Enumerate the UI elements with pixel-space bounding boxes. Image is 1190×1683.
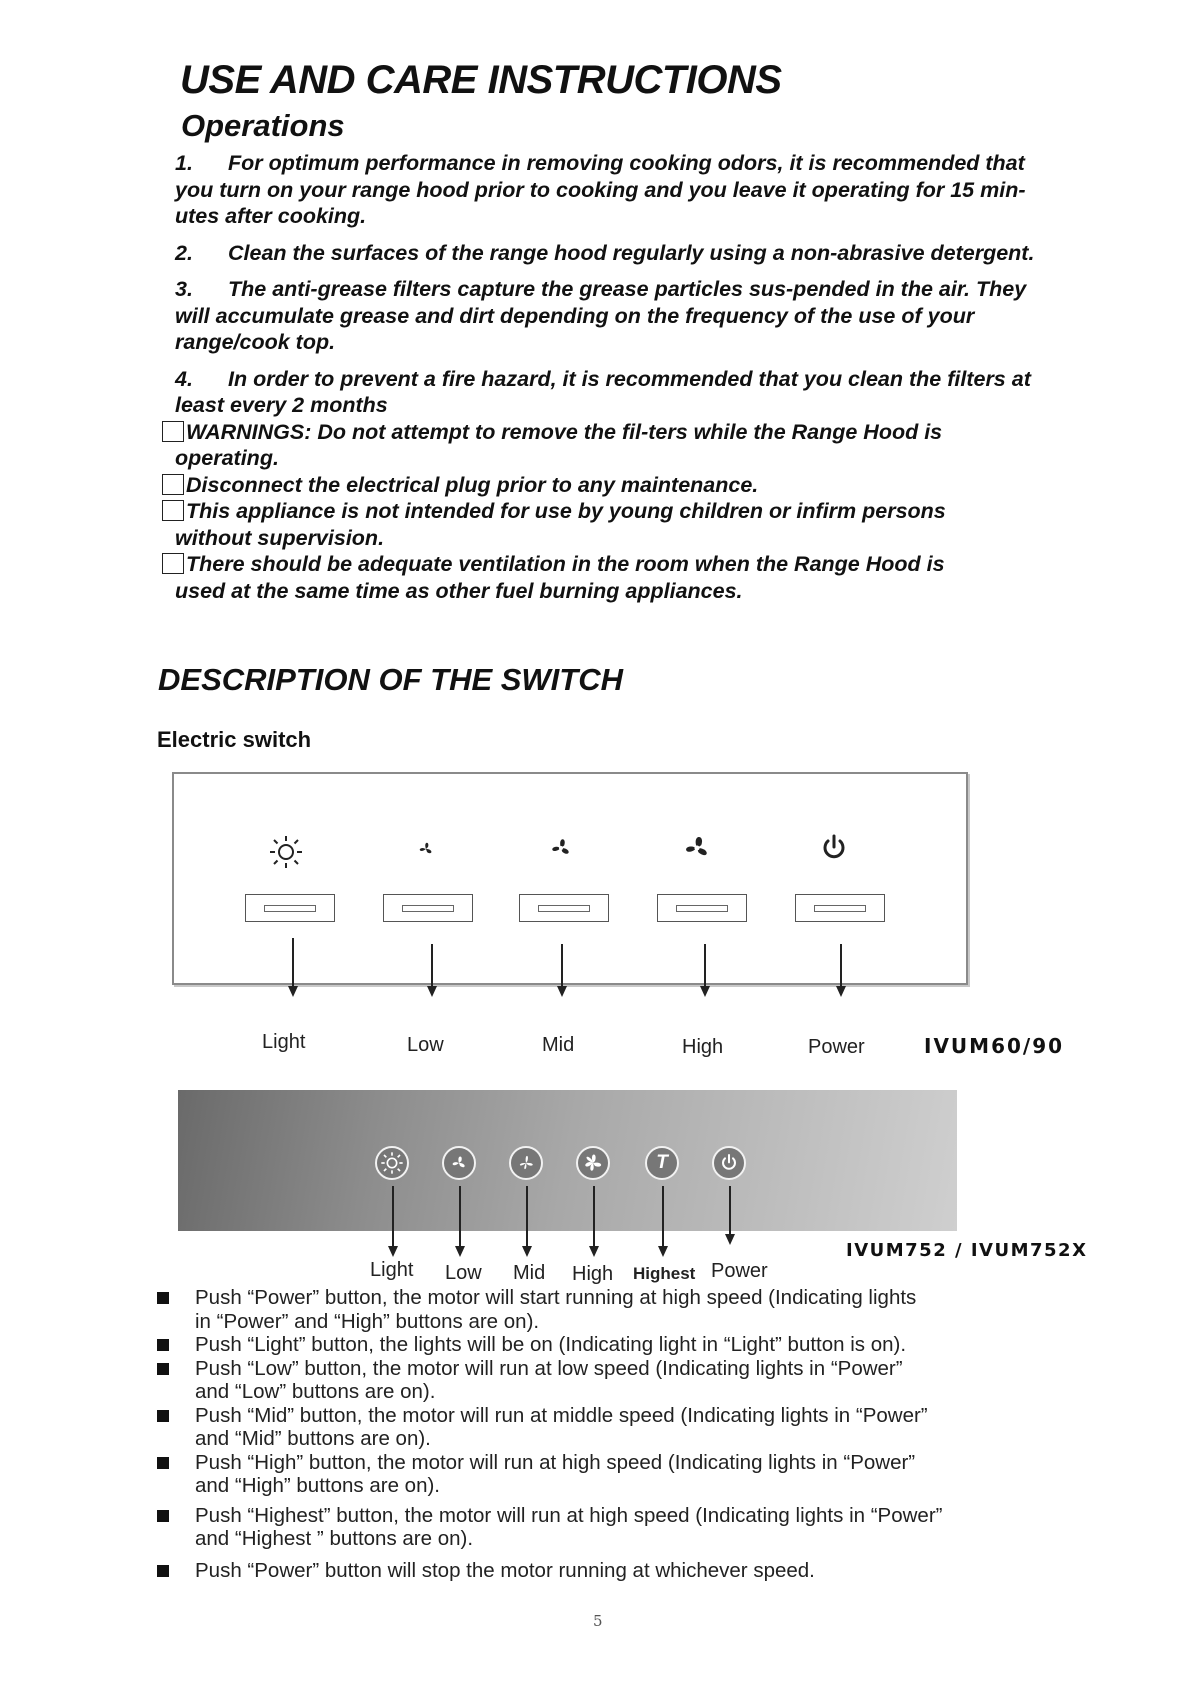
mid-label: Mid bbox=[542, 1034, 575, 1056]
power-switch-button[interactable] bbox=[795, 894, 885, 922]
low-label: Low bbox=[445, 1262, 482, 1284]
power-label: Power bbox=[711, 1260, 768, 1282]
touch-light-button[interactable] bbox=[375, 1146, 409, 1180]
warning-item: This appliance is not intended for use by young children or infirm persons without supervision. bbox=[152, 498, 1035, 551]
high-label: High bbox=[572, 1263, 614, 1285]
touch-highest-button[interactable] bbox=[645, 1146, 679, 1180]
warning-item: There should be adequate ventilation in the room when the Range Hood is used at the same time as other fuel burning appliances. bbox=[152, 551, 1035, 604]
power-icon bbox=[814, 833, 854, 873]
mid-switch-button[interactable] bbox=[519, 894, 609, 922]
touch-high-button[interactable] bbox=[576, 1146, 610, 1180]
arrow-line bbox=[526, 1186, 528, 1248]
fan-high-icon bbox=[677, 831, 717, 871]
arrow-head bbox=[658, 1246, 668, 1257]
arrow-line bbox=[561, 944, 563, 988]
list-item: Push “Low” button, the motor will run at low speed (Indicating lights in “Power” and “Low” buttons are on). bbox=[157, 1357, 1037, 1404]
turbo-icon: T bbox=[656, 1152, 668, 1173]
high-switch-button[interactable] bbox=[657, 894, 747, 922]
arrow-line bbox=[729, 1186, 731, 1236]
arrow-head bbox=[557, 986, 567, 997]
light-label: Light bbox=[370, 1259, 414, 1281]
mid-label: Mid bbox=[513, 1262, 546, 1284]
arrow-head bbox=[455, 1246, 465, 1257]
operations-heading: Operations bbox=[181, 108, 345, 143]
arrow-head bbox=[288, 986, 298, 997]
page-title: USE AND CARE INSTRUCTIONS bbox=[180, 58, 782, 102]
arrow-head bbox=[836, 986, 846, 997]
fan-low-icon bbox=[448, 1152, 470, 1174]
arrow-line bbox=[593, 1186, 595, 1248]
arrow-head bbox=[388, 1246, 398, 1257]
arrow-line bbox=[292, 938, 294, 988]
fan-mid-icon bbox=[515, 1152, 537, 1174]
checkbox-icon bbox=[162, 421, 184, 442]
page-number: 5 bbox=[593, 1612, 603, 1630]
operations-list bbox=[175, 150, 1035, 604]
warning-item: Disconnect the electrical plug prior to any maintenance. bbox=[152, 472, 1035, 499]
touch-control-panel bbox=[178, 1090, 957, 1231]
high-label: High bbox=[682, 1036, 724, 1058]
arrow-line bbox=[459, 1186, 461, 1248]
checkbox-icon bbox=[162, 500, 184, 521]
arrow-line bbox=[662, 1186, 664, 1248]
model-label-ivum752: IVUM752 / IVUM752X bbox=[846, 1240, 1088, 1261]
arrow-line bbox=[840, 944, 842, 988]
fan-high-icon bbox=[581, 1151, 605, 1175]
arrow-head bbox=[589, 1246, 599, 1257]
arrow-head bbox=[522, 1246, 532, 1257]
low-switch-button[interactable] bbox=[383, 894, 473, 922]
arrow-line bbox=[704, 944, 706, 988]
light-switch-button[interactable] bbox=[245, 894, 335, 922]
highest-label: Highest bbox=[633, 1264, 696, 1283]
list-item: Push “Power” button will stop the motor running at whichever speed. bbox=[157, 1559, 1037, 1583]
operation-item: 1. For optimum performance in removing cooking odors, it is recommended that you turn on your range hood prior to cooking and you leave it operating for 15 min-utes after cooking. bbox=[175, 151, 1026, 228]
operation-item: 2. Clean the surfaces of the range hood regularly using a non-abrasive detergent. bbox=[175, 240, 1035, 265]
fan-mid-icon bbox=[541, 833, 581, 873]
model-label-ivum60-90: IVUM60/90 bbox=[924, 1034, 1065, 1058]
instruction-list bbox=[157, 1286, 1037, 1582]
touch-low-button[interactable] bbox=[442, 1146, 476, 1180]
fan-low-icon bbox=[406, 837, 446, 877]
operation-item: 4. In order to prevent a fire hazard, it is recommended that you clean the filters at least every 2 months bbox=[175, 366, 1031, 417]
arrow-head bbox=[725, 1234, 735, 1245]
list-item: Push “Mid” button, the motor will run at middle speed (Indicating lights in “Power” and “Mid” buttons are on). bbox=[157, 1404, 1037, 1451]
arrow-head bbox=[427, 986, 437, 997]
touch-mid-button[interactable] bbox=[509, 1146, 543, 1180]
checkbox-icon bbox=[162, 474, 184, 495]
arrow-line bbox=[431, 944, 433, 988]
list-item: Push “High” button, the motor will run at high speed (Indicating lights in “Power” and “High” buttons are on). bbox=[157, 1451, 1037, 1498]
list-item: Push “Power” button, the motor will start running at high speed (Indicating lights in “Power” and “High” buttons are on). bbox=[157, 1286, 1037, 1333]
list-item: Push “Highest” button, the motor will run at high speed (Indicating lights in “Power” and “Highest ” buttons are on). bbox=[157, 1504, 1037, 1551]
electric-switch-heading: Electric switch bbox=[157, 727, 312, 752]
touch-power-button[interactable] bbox=[712, 1146, 746, 1180]
light-icon bbox=[266, 834, 306, 874]
light-icon bbox=[380, 1151, 404, 1175]
operation-item: 3. The anti-grease filters capture the grease particles sus-pended in the air. They will accumulate grease and dirt depending on the frequency of the use of your range/cook top. bbox=[175, 277, 1027, 354]
power-icon bbox=[719, 1153, 739, 1173]
checkbox-icon bbox=[162, 553, 184, 574]
light-label: Light bbox=[262, 1031, 306, 1053]
low-label: Low bbox=[407, 1034, 444, 1056]
power-label: Power bbox=[808, 1036, 865, 1058]
switch-section-heading: DESCRIPTION OF THE SWITCH bbox=[158, 662, 623, 697]
warning-item: WARNINGS: Do not attempt to remove the fil-ters while the Range Hood is operating. bbox=[152, 419, 1035, 472]
arrow-line bbox=[392, 1186, 394, 1248]
arrow-head bbox=[700, 986, 710, 997]
list-item: Push “Light” button, the lights will be on (Indicating light in “Light” button is on). bbox=[157, 1333, 1037, 1357]
